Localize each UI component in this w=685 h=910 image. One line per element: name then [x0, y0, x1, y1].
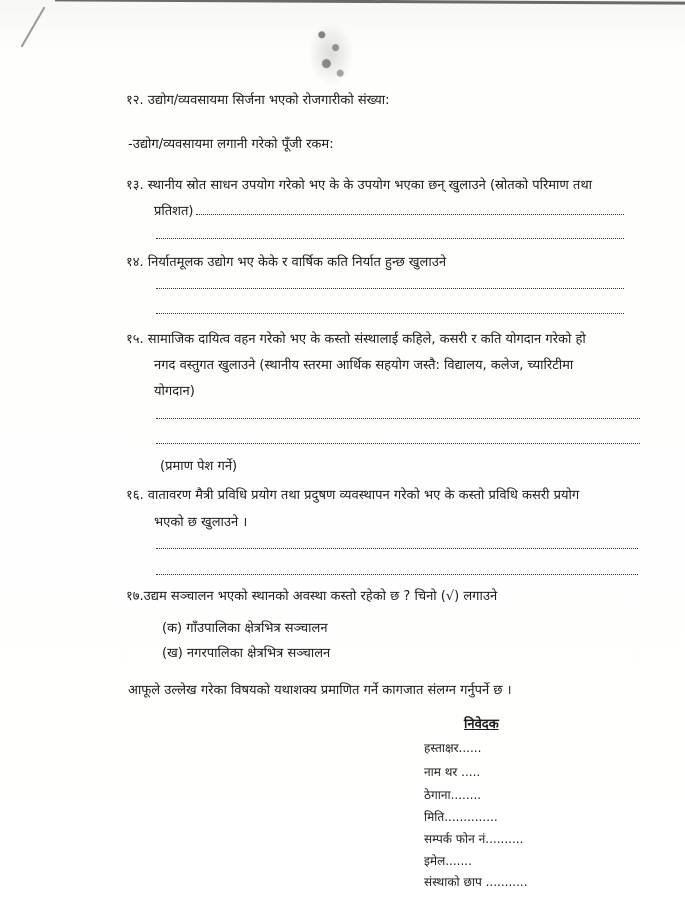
item-capital-investment: -उद्योग/व्यवसायमा लगानी गरेको पूँजी रकम:: [128, 137, 334, 152]
item-15-line1: १५. सामाजिक दायित्व वहन गरेको भए के कस्तो संस्थालाई कहिले, कसरी र कति योगदान गरेको हो: [126, 332, 586, 347]
item-15-line3: योगदान): [154, 384, 195, 399]
item-14-exports: १४. निर्यातमूलक उद्योग भए केके र वार्षिक कति निर्यात हुन्छ खुलाउने: [126, 255, 447, 270]
item-17-option-urban: (ख) नगरपालिका क्षेत्रभित्र सञ्चालन: [162, 646, 331, 661]
item-13-line1: १३. स्थानीय स्रोत साधन उपयोग गरेको भए के के उपयोग भएका छन् खुलाउने (स्रोतको परिमाण तथा: [126, 178, 593, 193]
scan-edge-mark: [21, 7, 46, 48]
answer-line: [156, 416, 640, 419]
item-12-employment: १२. उद्योग/व्यवसायमा सिर्जना भएको रोजगारीको संख्या:: [126, 93, 390, 108]
answer-line: [156, 311, 624, 314]
item-16-line2: भएको छ खुलाउने ।: [154, 515, 248, 530]
answer-line: [156, 546, 638, 549]
attachment-note: आफूले उल्लेख गरेका विषयको यथाशक्य प्रमाणित गर्ने कागजात संलग्न गर्नुपर्ने छ ।: [128, 683, 512, 698]
answer-line: [156, 572, 638, 575]
item-17-option-rural: (क) गाँउपालिका क्षेत्रभित्र सञ्चालन: [162, 621, 328, 636]
applicant-signature: हस्ताक्षर......: [424, 741, 482, 755]
item-15-evidence-note: (प्रमाण पेश गर्ने): [160, 459, 238, 474]
answer-line: [156, 441, 640, 444]
applicant-stamp: संस्थाको छाप ...........: [424, 875, 528, 889]
applicant-heading: निवेदक: [464, 717, 499, 732]
answer-line: [196, 212, 624, 215]
scan-top-edge: [55, 0, 685, 5]
applicant-name: नाम थर .....: [424, 765, 481, 779]
item-16-line1: १६. वातावरण मैत्री प्रविधि प्रयोग तथा प्रदुषण व्यवस्थापन गरेको भए के कस्तो प्रविधि कसरी प्रयोग: [126, 488, 580, 503]
ink-smudge: [308, 22, 354, 86]
item-15-line2: नगद वस्तुगत खुलाउने (स्थानीय स्तरमा आर्थिक सहयोग जस्तै: विद्यालय, कलेज, च्यारिटीमा: [154, 358, 574, 373]
applicant-date: मिति..............: [424, 810, 498, 824]
answer-line: [156, 236, 624, 239]
answer-line: [156, 286, 624, 289]
item-13-line2: प्रतिशत): [154, 204, 194, 219]
applicant-address: ठेगाना........: [424, 788, 482, 802]
item-17-location: १७.उद्यम सञ्चालन भएको स्थानको अवस्था कस्तो रहेको छ ? चिनो (√) लगाउने: [126, 589, 498, 604]
applicant-phone: सम्पर्क फोन नं..........: [424, 832, 524, 846]
applicant-email: इमेल.......: [424, 854, 472, 868]
